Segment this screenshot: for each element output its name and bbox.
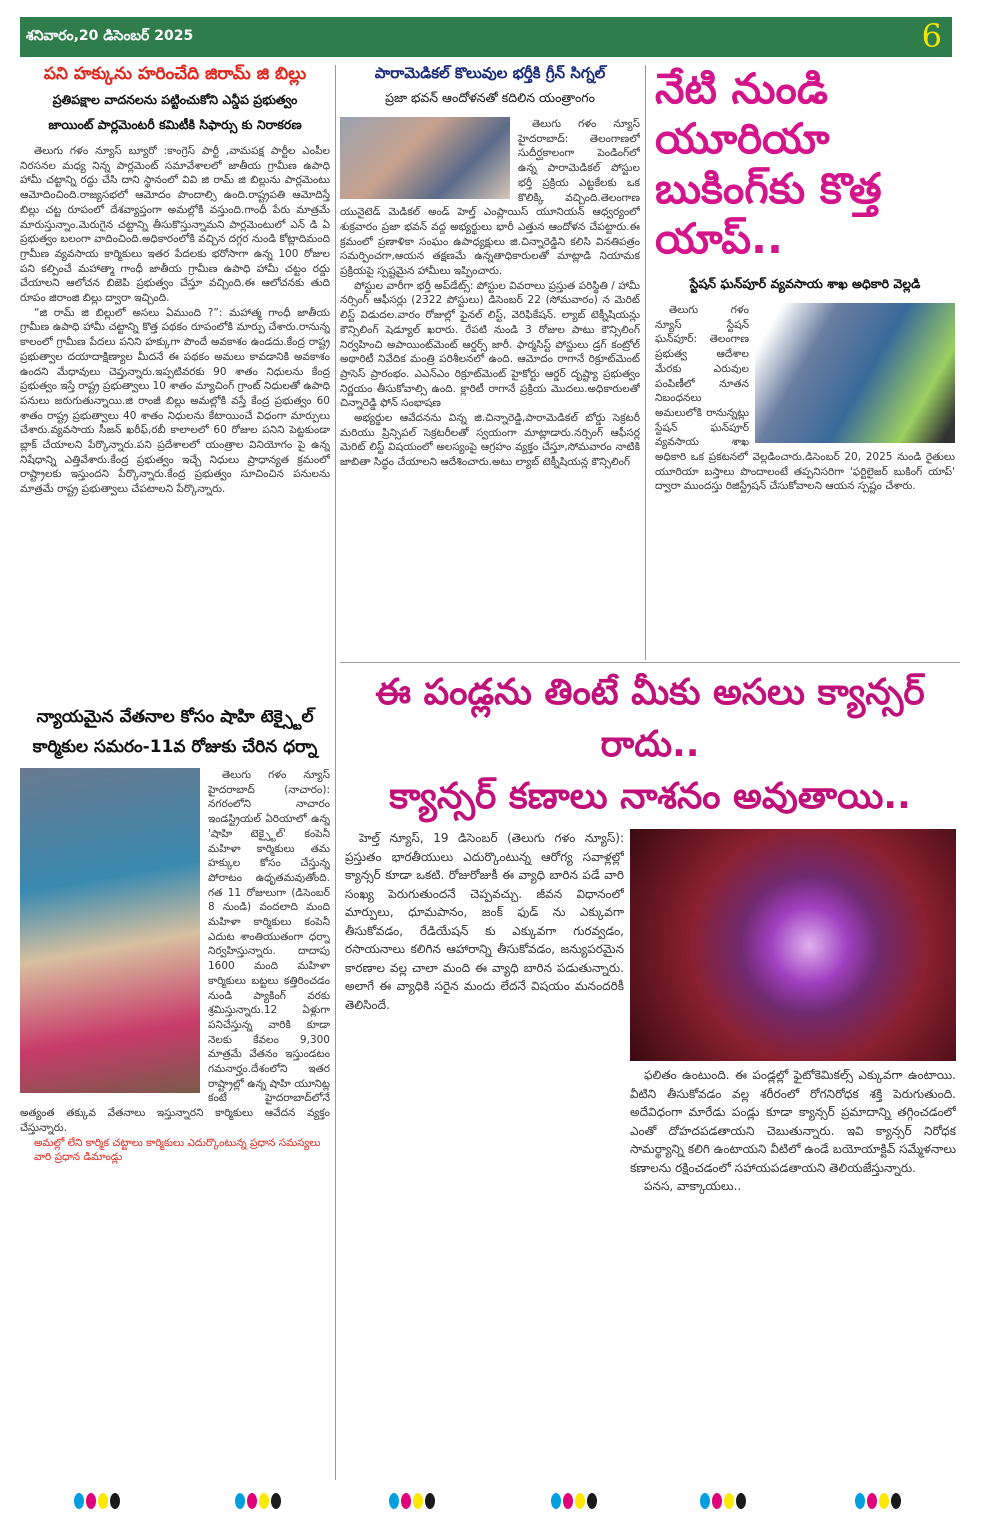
- section-subhead: అమల్లో లేని కార్మిక చట్టాలు కార్మికులు ఎదుర్కొంటున్న ప్రధాన సమస్యలు: [34, 1136, 321, 1149]
- headline: నేటి నుండి యూరియా: [655, 64, 830, 163]
- page-number: 6: [921, 17, 942, 55]
- cancer-body-row: [340, 829, 960, 1480]
- registration-dot: [110, 1493, 120, 1509]
- issue-date: శనివారం,20 డిసెంబర్ 2025: [26, 28, 194, 44]
- registration-dot: [736, 1493, 746, 1509]
- cmyk-dots: [235, 1493, 281, 1509]
- article-urea-app: [650, 64, 955, 654]
- headline: పని హక్కును హరించేది జిరామ్ జి బిల్లు: [43, 64, 307, 84]
- registration-dot: [891, 1493, 901, 1509]
- registration-dot: [389, 1493, 399, 1509]
- article-body: [20, 768, 330, 1480]
- left-column: [20, 64, 330, 1480]
- paragraph: అభ్యర్థుల ఆవేదనను విన్న జి.చిన్నారెడ్డి,పారామెడికల్ బోర్డు సెక్రటరీ మరియు ప్రిన్సిపల్ సెక్రటరీలతో స్వయంగా మాట్లాడారు.నర్సింగ్ ఆఫీసర్ల మెరిట్ లిస్ట్ విషయంలో అలస్యంపై ఆగ్రహం వ్యక్తం చేస్తూ,సోమవారం నాటికి జాబితా సిద్ధం చేయాలని ఆదేశించారు.అటు ల్యాబ్ టెక్నీషియన్ల కౌన్సిలింగ్: [340, 412, 640, 469]
- subhead: జాయింట్ పార్లమెంటరీ కమిటీకి సిఫార్సు కు నిరాకరణ: [48, 117, 302, 132]
- registration-dot: [74, 1493, 84, 1509]
- registration-marks: [0, 1493, 987, 1513]
- registration-dot: [235, 1493, 245, 1509]
- headline: న్యాయమైన వేతనాల కోసం షాహి టెక్స్టైల్: [36, 707, 314, 727]
- article-body: [655, 303, 955, 654]
- registration-dot: [712, 1493, 722, 1509]
- article-body: [340, 117, 640, 654]
- page-header-bar: [20, 17, 952, 57]
- photo-workers-protest: [20, 768, 200, 1093]
- subhead: ప్రజా భవన్ ఆందోళనతో కదిలిన యంత్రాంగం: [385, 90, 595, 105]
- registration-dot: [700, 1493, 710, 1509]
- registration-dot: [413, 1493, 423, 1509]
- registration-dot: [551, 1493, 561, 1509]
- headline: క్యాన్సర్ కణాలు నాశనం అవుతాయి..: [389, 776, 911, 817]
- paragraph: తెలుగు గళం న్యూస్ బ్యూరో :కాంగ్రెస్ పార్టీ ,వామపక్ష పార్టీల ఎంపీల నిరసనల మధ్య నిన్న పార్లమెంట్ సమావేశాలలో జాతీయ గ్రామీణ ఉపాధి హామీ చట్టాన్ని రద్దు చేసి దాని స్థానంలో వివి జి రామ్ జి బిల్లును పార్లమెంటు ఆమోదించింది.రాజ్యసభలో ఆమోదం పొందాల్సి ఉంది.రాష్ట్రపతి ఆమోదిస్తే బిల్లు చట్ట రూపంలో దేశవ్యాప్తంగా అమల్లోకి వస్తుంది.గాంధీ పేరు మాత్రమే మారుస్తున్నాం.మెరుగైన చట్టాన్ని తీసుకొస్తున్నామని పార్లమెంటులో ఎన్ డి ఏ ప్రభుత్వం బలంగా వాదించింది.అధికారంలోకి వచ్చిన దగ్గర నుండి కోట్లాదిమంది గ్రామీణ వ్యవసాయ కార్మికులు ఇతర పేదలకు భరోసాగా ఉన్న 100 రోజుల పని కల్పించే మహాత్మా గాంధీ జాతీయ గ్రామీణ ఉపాధి హామీ చట్టం రద్దు చేయాలని ఆలోచన బిజెపి ప్రభుత్వం చేస్తూ వచ్చింది.ఈ ఆలోచనకు తుది రూపం జిరాంజి బిల్లు ద్వారా ఇచ్చింది.: [20, 145, 330, 305]
- registration-dot: [86, 1493, 96, 1509]
- registration-dot: [247, 1493, 257, 1509]
- article-body: [20, 144, 330, 692]
- cmyk-dots: [74, 1493, 120, 1509]
- paragraph: హెల్త్ న్యూస్, 19 డిసెంబర్ (తెలుగు గళం న్యూస్): ప్రస్తుతం భారతీయులు ఎదుర్కొంటున్న ఆరోగ్య సవాళ్లల్లో క్యాన్సర్ కూడా ఒకటి. రోజురోజుకీ ఈ వ్యాధి బారిన పడే వారి సంఖ్య పెరుగుతుందనే చెప్పవచ్చు. జీవన విధానంలో మార్పులు, ధూమపానం, జంక్ ఫుడ్ ను ఎక్కువగా తీసుకోవడం, రేడియేషన్ కు ఎక్కువగా గురవ్వడం, రసాయనాలు కలిగిన ఆహారాన్ని తీసుకోవడం, జన్యుపరమైన కారణాల వల్ల చాలా మంది ఈ వ్యాధి బారిన పడుతున్నారు. అలాగే ఈ వ్యాధికి సరైన మందు లేదనే విషయం మనందరికీ తెలిసిందే.: [345, 831, 624, 1012]
- article-vbg-bill: [20, 64, 330, 692]
- column-divider: [335, 65, 336, 1480]
- registration-dot: [855, 1493, 865, 1509]
- cancer-right-column: [630, 829, 956, 1480]
- article-cancer-fruits: [340, 662, 960, 1480]
- headline: బుకింగ్‌కు కొత్త యాప్..: [655, 164, 882, 263]
- registration-dot: [271, 1493, 281, 1509]
- cmyk-dots: [855, 1493, 901, 1509]
- photo-farmers-queue-phone: [755, 303, 955, 443]
- registration-dot: [425, 1493, 435, 1509]
- headline: కార్మికుల సమరం-11వ రోజుకు చేరిన ధర్నా: [32, 737, 318, 757]
- paragraph: తెలుగు గళం న్యూస్ హైదరాబాద్ (నాచారం): నగరంలోని నాచారం ఇండస్ట్రియల్ ఏరియాలో ఉన్న 'షాహి టెక్స్టైల్' కంపెనీ మహిళా కార్మికులు తమ హక్కుల కోసం చేస్తున్న పోరాటం ఉధృతమవుతోంది. గత 11 రోజులుగా (డిసెంబర్ 8 నుండి) వందలాది మంది మహిళా కార్మికులు కంపెనీ ఎదుట శాంతియుతంగా ధర్నా నిర్వహిస్తున్నారు. దాదాపు 1600 మంది మహిళా కార్మికులు బట్టలు కత్తిరించడం నుండి ప్యాకింగ్ వరకు శ్రమిస్తున్నారు.12 ఏళ్లుగా పనిచేస్తున్న వారికి కూడా నెలకు కేవలం 9,300 మాత్రమే వేతనం ఇస్తుండటం గమనార్హం.దేశంలోని ఇతర రాష్ట్రాల్లో ఉన్న షాహి యూనిట్ల కంటే హైదరాబాద్‌లోనే అత్యంత తక్కువ వేతనాలు ఇస్తున్నారని కార్మికులు ఆవేదన వ్యక్తం చేస్తున్నారు.: [20, 769, 330, 1134]
- photo-officials-meeting: [340, 117, 510, 199]
- paragraph: పనస, వాక్కాయలు..: [644, 1179, 742, 1193]
- article-shahi-textile: [20, 702, 330, 1480]
- right-region: [340, 64, 960, 1480]
- registration-dot: [98, 1493, 108, 1509]
- cmyk-dots: [389, 1493, 435, 1509]
- article-body-col1: [340, 829, 624, 1480]
- registration-dot: [575, 1493, 585, 1509]
- registration-dot: [259, 1493, 269, 1509]
- article-body-col2: [630, 1066, 956, 1480]
- subhead: ప్రతిపక్షాల వాదనలను పట్టించుకోని ఎన్డీప ప్రభుత్వం: [52, 92, 298, 107]
- paragraph: తెలుగు గళం న్యూస్ స్టేషన్ ఘన్‌పూర్: తెలంగాణ ప్రభుత్వ ఆదేశాల మేరకు ఎరువుల పంపిణీలో నూతన నిబంధనలు అమలులోకి రానున్నట్లు స్టేషన్ ఘన్‌పూర్ వ్యవసాయ శాఖ అధికారి ఒక ప్రకటనలో వెల్లడించారు.డిసెంబర్ 20, 2025 నుండి రైతులు యూరియా బస్తాలు పొందాలంటే తప్పనిసరిగా 'ఫర్టిలైజర్ బుకింగ్ యాప్' ద్వారా ముందస్తు రిజిస్ట్రేషన్ చేసుకోవాలని ఆయన స్పష్టం చేశారు.: [655, 304, 955, 493]
- photo-cancer-cell: [630, 829, 956, 1061]
- registration-dot: [867, 1493, 877, 1509]
- paragraph: “జి రామ్ జి బిల్లులో అసలు ఏముంది ?”: మహాత్మ గాంధీ జాతీయ గ్రామీణ ఉపాధి హామీ చట్టాన్ని కొత్త పథకం రూపంలోకి మార్పు చేశారు.రానున్న కాలంలో గ్రామీణ పేదలు పనిని హక్కుగా పొందే అవకాశం ఉండదు.కేంద్ర రాష్ట్ర ప్రభుత్వాల దయాదాక్షిణ్యాల మీదనే ఈ పథకం అమలు కావడానికి అవకాశం ఉందని మేధావులు చెప్తున్నారు.ఇప్పటివరకు 90 శాతం నిధులను కేంద్ర ప్రభుత్వం ఇస్తే రాష్ట్ర ప్రభుత్వాలు 10 శాతం మ్యాచింగ్ గ్రాంట్ నిధులతో ఉపాధి పనులు జరుగుతున్నాయి.జి రాంజీ బిల్లు అమల్లోకి వస్తే కేంద్ర ప్రభుత్వం 60 శాతం రాష్ట్ర ప్రభుత్వాలు 40 శాతం నిధులను కేటాయించే విధంగా మార్పులు చేశారు.వ్యవసాయ సీజన్ ఖరీఫ్,రబీ కాలాలలో 60 రోజుల పనిని పెట్టకుండా బ్లాక్ చేయాలని పేర్కొన్నారు.పని ప్రదేశాలలో యంత్రాల వినియోగం పై ఉన్న నిషేధాన్ని ఎత్తివేశారు.కేంద్ర ప్రభుత్వం ఇచ్చే నిధులు ప్రాధాన్యత క్రమంలో రాష్ట్రాలకు ఇస్తుందని పేర్కొన్నారు.కేంద్ర ప్రభుత్వం సూచించిన పనులను మాత్రమే రాష్ట్ర ప్రభుత్వాలు చేపటాలని పేర్కొన్నారు.: [20, 306, 330, 496]
- top-row: [340, 64, 960, 654]
- headline: ఈ పండ్లను తింటే మీకు అసలు క్యాన్సర్ రాదు..: [375, 672, 925, 765]
- registration-dot: [563, 1493, 573, 1509]
- headline: పారామెడికల్ కొలువుల భర్తీకి గ్రీన్ సిగ్నల్: [374, 64, 606, 82]
- cmyk-dots: [551, 1493, 597, 1509]
- article-paramedical: [340, 64, 640, 654]
- registration-dot: [724, 1493, 734, 1509]
- paragraph: తెలుగు గళం న్యూస్ హైదరాబాద్: తెలంగాణలో సుదీర్ఘకాలంగా పెండింగ్‌లో ఉన్న పారామెడికల్ పోస్టుల భర్తీ ప్రక్రియ ఎట్టకేలకు ఒక కొలిక్కి వచ్చింది.తెలంగాణ యునైటెడ్ మెడికల్ అండ్ హెల్త్ ఎంప్లాయిస్ యూనియన్ ఆధ్వర్యంలో శుక్రవారం ప్రజా భవన్ వద్ద అభ్యర్థులు భారీ ఎత్తున ఆందోళన చేపట్టారు.ఈ క్రమంలో ప్రణాళికా సంఘం ఉపాధ్యక్షులు జి.చిన్నారెడ్డిని కలిసి వినతిపత్రం సమర్పించగా,ఆయన తక్షణమే ఉన్నతాధికారులతో మాట్లాడి నియామక ప్రక్రియపై స్పష్టమైన హామీలు ఇప్పించారు.: [340, 118, 640, 278]
- registration-dot: [879, 1493, 889, 1509]
- cmyk-dots: [700, 1493, 746, 1509]
- subhead: స్టేషన్ ఘన్‌పూర్ వ్యవసాయ శాఖ అధికారి వెల్లడి: [689, 276, 921, 291]
- paragraph: పోస్టుల వారీగా భర్తీ అప్‌డేట్స్: పోస్టుల వివరాలు ప్రస్తుత పరిస్థితి / హామీ నర్సింగ్ ఆఫీసర్లు (2322 పోస్టులు) డిసెంబర్ 22 (సోమవారం) న మెరిట్ లిస్ట్ విడుదల.వారం రోజుల్లో ఫైనల్ లిస్ట్, వెరిఫికేషన్. ల్యాబ్ టెక్నీషియన్లు కౌన్సిలింగ్ షెడ్యూల్ ఖరారు. రేపటి నుండి 3 రోజుల పాటు కౌన్సిలింగ్ నిర్వహించి అపాయింట్‌మెంట్ ఆర్డర్స్ జారీ. ఫార్మసిస్ట్ పోస్టులు డ్రగ్ కంట్రోల్ అథారిటీ నివేదిక మంత్రి పరిశీలనలో ఉంది. ఆమోదం రాగానే రిక్రూట్‌మెంట్ ప్రాసెస్ ప్రారంభం. ఎఎన్ఎం రిక్రూట్‌మెంట్ హైకోర్టు ఆర్డర్ దృష్ట్యా ప్రభుత్వం నిర్ణయం తీసుకోవాల్సి ఉంది. క్లారిటీ రాగానే ప్రక్రియ మొదలు.అధికారులతో చిన్నారెడ్డి ఫోన్ సంభాషణ: [340, 279, 640, 410]
- registration-dot: [401, 1493, 411, 1509]
- section-subhead: వారి ప్రధాన డిమాండ్లు: [34, 1151, 123, 1164]
- registration-dot: [587, 1493, 597, 1509]
- paragraph: ఫలితం ఉంటుంది. ఈ పండ్లల్లో ఫైటోకెమికల్స్ ఎక్కువగా ఉంటాయి. వీటిని తీసుకోవడం వల్ల శరీరంలో రోగనిరోధక శక్తి పెరుగుతుంది. అదేవిధంగా మారేడు పండ్లు కూడా క్యాన్సర్ ప్రమాదాన్ని తగ్గించడంలో ఎంతో దోహదపడతాయని చెబుతున్నారు. ఇవి క్యాన్సర్ నిరోధక సామర్థ్యాన్ని కలిగి ఉంటాయని వీటిలో ఉండే బయోయాక్టివ్ సమ్మేళనాలు కణాలను రక్షించడంలో సహాయపడతాయని తెలియజేస్తున్నారు.: [630, 1068, 956, 1175]
